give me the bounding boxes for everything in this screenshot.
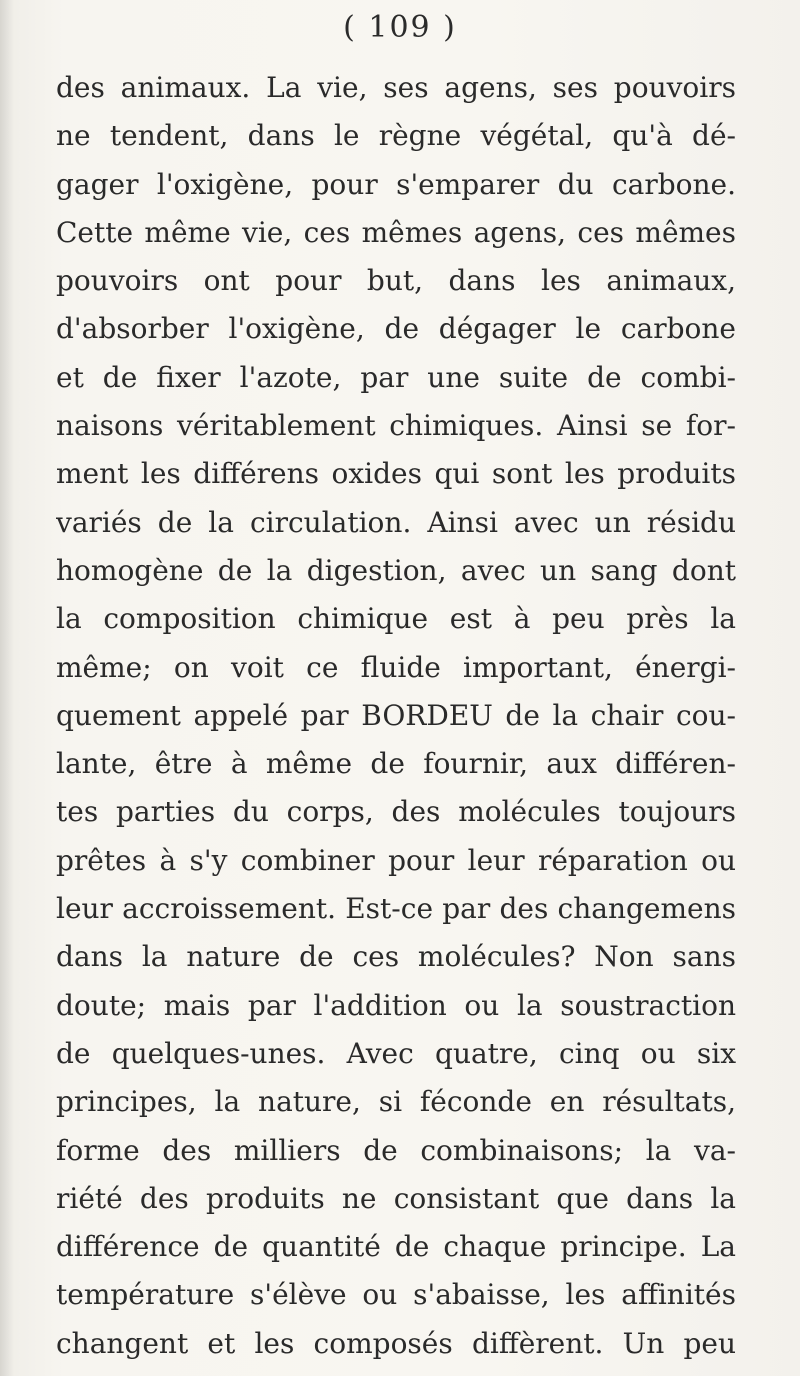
body-text	[56, 64, 736, 1368]
text-line: Cette même vie, ces mêmes agens, ces mêmes	[56, 215, 736, 249]
text-line: riété des produits ne consistant que dans la	[56, 1181, 736, 1215]
page-fold-shadow	[0, 0, 14, 1376]
text-line: d'absorber l'oxigène, de dégager le carbone	[56, 312, 736, 346]
text-line: prêtes à s'y combiner pour leur réparation ou	[56, 843, 736, 877]
text-line: variés de la circulation. Ainsi avec un résidu	[56, 505, 736, 539]
page-number: ( 109 )	[343, 10, 457, 45]
text-line: forme des milliers de combinaisons; la va-	[56, 1133, 736, 1167]
text-line: pouvoirs ont pour but, dans les animaux,	[56, 264, 736, 298]
text-line: naisons véritablement chimiques. Ainsi se for-	[56, 409, 736, 443]
text-line: et de fixer l'azote, par une suite de combi-	[56, 360, 736, 394]
text-line: de quelques-unes. Avec quatre, cinq ou six	[56, 1036, 736, 1070]
text-line: ment les différens oxides qui sont les produits	[56, 457, 736, 491]
text-line: la composition chimique est à peu près la	[56, 602, 736, 636]
text-line: ne tendent, dans le règne végétal, qu'à dé-	[56, 119, 736, 153]
text-line: lante, être à même de fournir, aux différen-	[56, 747, 736, 781]
text-line: leur accroissement. Est-ce par des changemens	[56, 892, 736, 926]
text-line: quement appelé par BORDEU de la chair cou-	[56, 698, 736, 732]
text-line: principes, la nature, si féconde en résultats,	[56, 1085, 736, 1119]
text-line: changent et les composés diffèrent. Un peu	[56, 1326, 736, 1360]
text-line: gager l'oxigène, pour s'emparer du carbone.	[56, 167, 736, 201]
text-line: température s'élève ou s'abaisse, les affinités	[56, 1278, 736, 1312]
text-line: tes parties du corps, des molécules toujours	[56, 795, 736, 829]
text-line: homogène de la digestion, avec un sang dont	[56, 553, 736, 587]
text-line: dans la nature de ces molécules? Non sans	[56, 940, 736, 974]
text-line: des animaux. La vie, ses agens, ses pouvoirs	[56, 71, 736, 104]
text-line: différence de quantité de chaque principe. La	[56, 1230, 736, 1264]
text-line: doute; mais par l'addition ou la soustraction	[56, 988, 736, 1022]
text-line: même; on voit ce fluide important, énergi-	[56, 650, 736, 684]
